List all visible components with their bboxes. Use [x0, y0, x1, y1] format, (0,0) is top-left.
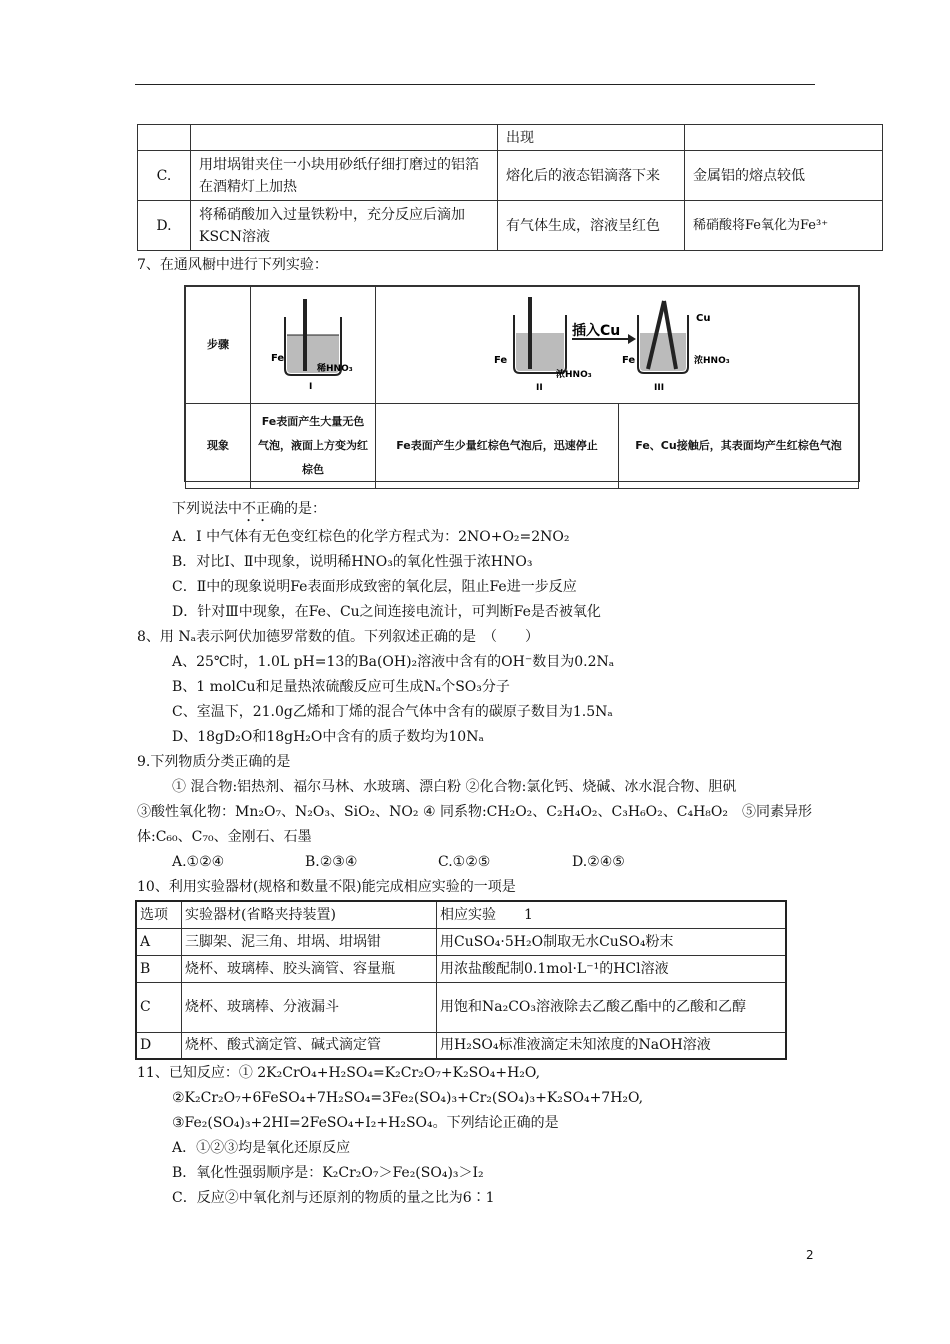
beaker-2-3-icon: [376, 287, 858, 395]
option-11b: B．氧化性强弱顺序是：K₂Cr₂O₇＞Fe₂(SO₄)₃＞I₂: [172, 1165, 484, 1181]
option-8d: D、18gD₂O和18gH₂O中含有的质子数均为10Nₐ: [172, 729, 484, 745]
dilute-hno3-label: 稀HNO₃: [317, 364, 353, 374]
cu-label: Cu: [696, 313, 711, 324]
ask-text: 下列说法中: [172, 501, 242, 517]
table-cell: [191, 125, 498, 151]
phenomenon-3: Fe、Cu接触后，其表面均产生红棕色气泡: [619, 404, 859, 489]
option-7a: A．Ⅰ 中气体有无色变红棕色的化学方程式为：2NO+O₂=2NO₂: [172, 529, 570, 545]
question-9-line: 体:C₆₀、C₇₀、金刚石、石墨: [137, 829, 312, 845]
table-header: 实验器材(省略夹持装置): [182, 901, 437, 928]
option-11c: C．反应②中氧化剂与还原剂的物质的量之比为6∶1: [172, 1190, 495, 1206]
question-9-stem: 9.下列物质分类正确的是: [137, 754, 291, 770]
question-8-stem: 8、用 Nₐ表示阿伏加德罗常数的值。下列叙述正确的是 （ ）: [137, 629, 540, 645]
option-9d: D.②④⑤: [572, 854, 625, 870]
phenomena-label: 现象: [186, 404, 251, 489]
option-9b: B.②③④: [305, 854, 358, 870]
table-cell: 烧杯、玻璃棒、胶头滴管、容量瓶: [182, 955, 437, 982]
table-header: 选项: [136, 901, 182, 928]
step-2-3-figure: [376, 287, 859, 404]
option-9c: C.①②⑤: [438, 854, 491, 870]
option-11a: A．①②③均是氧化还原反应: [172, 1140, 351, 1156]
table-cell: 有气体生成，溶液呈红色: [498, 201, 685, 251]
step-1-figure: [251, 287, 376, 404]
steps-label: 步骤: [186, 287, 251, 404]
table-cell: 用饱和Na₂CO₃溶液除去乙酸乙酯中的乙酸和乙醇: [437, 982, 787, 1032]
table-cell: 用CuSO₄·5H₂O制取无水CuSO₄粉末: [437, 928, 787, 955]
insert-cu-label: 插入Cu: [572, 323, 621, 339]
question-9-line: ① 混合物:铝热剂、福尔马林、水玻璃、漂白粉 ②化合物:氯化钙、烧碱、冰水混合物、胆矾: [172, 779, 737, 795]
roman-2: II: [536, 383, 543, 393]
table-cell: [138, 125, 191, 151]
option-7d: D．针对Ⅲ中现象，在Fe、Cu之间连接电流计，可判断Fe是否被氧化: [172, 604, 601, 620]
ask-emphasis: 不正: [242, 501, 270, 517]
ask-text: 确的是：: [270, 501, 326, 517]
table-cell: D: [136, 1032, 182, 1059]
table-cell: 三脚架、泥三角、坩埚、坩埚钳: [182, 928, 437, 955]
option-9a: A.①②④: [172, 854, 225, 870]
question-10-stem: 10、利用实验器材(规格和数量不限)能完成相应实验的一项是: [137, 879, 516, 895]
table-cell: 将稀硝酸加入过量铁粉中，充分反应后滴加KSCN溶液: [191, 201, 498, 251]
table-cell: 出现: [498, 125, 685, 151]
apparatus-table: [135, 900, 787, 1060]
option-8a: A、25℃时，1.0L pH=13的Ba(OH)₂溶液中含有的OH⁻数目为0.2Nₐ: [172, 654, 615, 670]
phenomenon-2: Fe表面产生少量红棕色气泡后，迅速停止: [376, 404, 619, 489]
fe-label: Fe: [622, 355, 636, 366]
table-cell: 稀硝酸将Fe氧化为Fe³⁺: [685, 201, 883, 251]
table-cell: 烧杯、酸式滴定管、碱式滴定管: [182, 1032, 437, 1059]
conc-hno3-label: 浓HNO₃: [694, 356, 730, 366]
table-cell: D.: [138, 201, 191, 251]
table-header: 相应实验 1: [437, 901, 787, 928]
experiment-table-continued: [137, 124, 883, 251]
experiment-figure: [184, 285, 860, 482]
conc-hno3-label: 浓HNO₃: [556, 370, 592, 380]
table-cell: 熔化后的液态铝滴落下来: [498, 151, 685, 201]
table-cell: 用H₂SO₄标准液滴定未知浓度的NaOH溶液: [437, 1032, 787, 1059]
question-11-stem: 11、已知反应：① 2K₂CrO₄+H₂SO₄=K₂Cr₂O₇+K₂SO₄+H₂O,: [137, 1065, 541, 1081]
table-cell: C: [136, 982, 182, 1032]
roman-1: I: [309, 382, 313, 392]
header-rule: [135, 84, 815, 85]
question-7-ask: [172, 498, 326, 525]
option-7b: B．对比Ⅰ、Ⅱ中现象，说明稀HNO₃的氧化性强于浓HNO₃: [172, 554, 533, 570]
fe-label: Fe: [494, 355, 508, 366]
table-cell: [685, 125, 883, 151]
fe-label: Fe: [271, 353, 285, 364]
beaker-1-icon: [251, 287, 375, 395]
table-cell: 金属铝的熔点较低: [685, 151, 883, 201]
phenomenon-1: Fe表面产生大量无色气泡，液面上方变为红棕色: [251, 404, 376, 489]
roman-3: III: [654, 383, 665, 393]
table-cell: 用坩埚钳夹住一小块用砂纸仔细打磨过的铝箔在酒精灯上加热: [191, 151, 498, 201]
option-7c: C．Ⅱ中的现象说明Fe表面形成致密的氧化层，阻止Fe进一步反应: [172, 579, 577, 595]
question-11-line: ②K₂Cr₂O₇+6FeSO₄+7H₂SO₄=3Fe₂(SO₄)₃+Cr₂(SO₄)₃+K₂SO₄+7H₂O,: [172, 1090, 644, 1106]
table-cell: B: [136, 955, 182, 982]
option-8b: B、1 molCu和足量热浓硫酸反应可生成Nₐ个SO₃分子: [172, 679, 510, 695]
question-7-stem: 7、在通风橱中进行下列实验：: [137, 257, 328, 273]
question-9-line: ③酸性氧化物：Mn₂O₇、N₂O₃、SiO₂、NO₂ ④ 同系物:CH₂O₂、C₂H₄O₂、C₃H₆O₂、C₄H₈O₂ ⑤同素异形: [137, 804, 812, 820]
option-8c: C、室温下，21.0g乙烯和丁烯的混合气体中含有的碳原子数目为1.5Nₐ: [172, 704, 613, 720]
page-number: 2: [806, 1248, 814, 1262]
table-cell: C.: [138, 151, 191, 201]
table-cell: 用浓盐酸配制0.1mol·L⁻¹的HCl溶液: [437, 955, 787, 982]
table-cell: 烧杯、玻璃棒、分液漏斗: [182, 982, 437, 1032]
question-11-line: ③Fe₂(SO₄)₃+2HI=2FeSO₄+I₂+H₂SO₄。下列结论正确的是: [172, 1115, 559, 1131]
table-cell: A: [136, 928, 182, 955]
